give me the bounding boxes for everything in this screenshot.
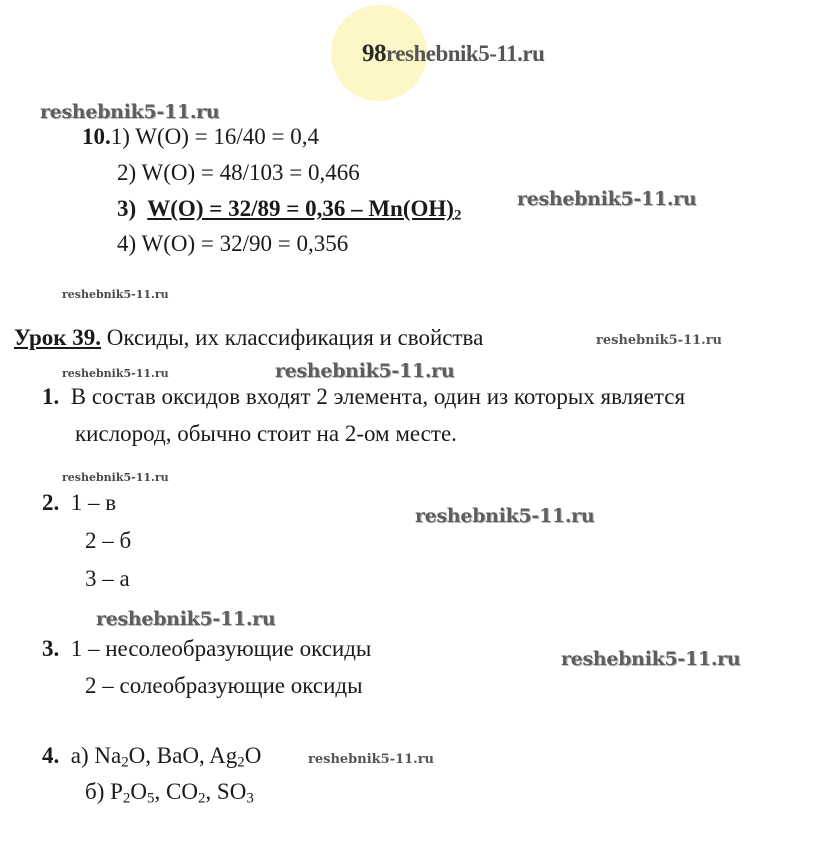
task10-number: 10. <box>82 124 111 149</box>
watermark: reshebnik5-11.ru <box>62 288 169 301</box>
lesson-heading <box>14 325 483 351</box>
page-number-watermark: reshebnik5-11.ru <box>386 41 545 66</box>
watermark: reshebnik5-11.ru <box>561 648 741 670</box>
q4-number: 4. <box>42 743 60 768</box>
task10-answer: $W(O) = 32/89 = 0,36 - Mn(OH)_2$ <box>147 196 462 224</box>
page-number-value: 98 <box>362 40 386 67</box>
q2-number: 2. <box>42 490 60 515</box>
task10-item-3: 3) $W(O) = 32/89 = 0,36 - Mn(OH)_2$ <box>117 196 462 224</box>
q3-item-1: 3. 1 – несолеобразующие оксиды <box>42 636 372 661</box>
watermark: reshebnik5-11.ru <box>596 333 723 348</box>
q2-item-3: 3 – а <box>85 566 130 591</box>
q3-number: 3. <box>42 636 60 661</box>
watermark: reshebnik5-11.ru <box>275 360 455 382</box>
task10-item-2: 2) W(O) = 48/103 = 0,466 <box>117 160 360 185</box>
watermark: reshebnik5-11.ru <box>415 505 595 527</box>
lesson-label: Урок 39. <box>14 325 102 350</box>
watermark: reshebnik5-11.ru <box>62 471 169 484</box>
q2-item-1: 2. 1 – в <box>42 490 117 515</box>
watermark: reshebnik5-11.ru <box>40 101 220 123</box>
lesson-title: Оксиды, их классификация и свойства <box>106 325 484 350</box>
watermark: reshebnik5-11.ru <box>517 188 697 210</box>
task10-item-1: 10.1) W(O) = 16/40 = 0,4 <box>82 124 319 149</box>
q1-line-2: кислород, обычно стоит на 2-ом месте. <box>75 421 457 446</box>
q4-line-b: б) $P_2O_5$, $CO_2$, $SO_3$ <box>85 779 254 807</box>
watermark: reshebnik5-11.ru <box>96 608 276 630</box>
watermark: reshebnik5-11.ru <box>62 367 169 380</box>
watermark: reshebnik5-11.ru <box>308 752 435 767</box>
page-number <box>362 40 544 68</box>
q2-item-2: 2 – б <box>85 528 132 553</box>
task10-item-4: 4) W(O) = 32/90 = 0,356 <box>117 231 349 256</box>
q3-item-2: 2 – солеобразующие оксиды <box>85 673 363 698</box>
q1-line-1: 1. В состав оксидов входят 2 элемента, один из которых является <box>42 384 686 409</box>
q1-number: 1. <box>42 384 60 409</box>
q4-line-a: 4. а) $Na_2O$, BaO, $Ag_2O$ <box>42 743 262 771</box>
